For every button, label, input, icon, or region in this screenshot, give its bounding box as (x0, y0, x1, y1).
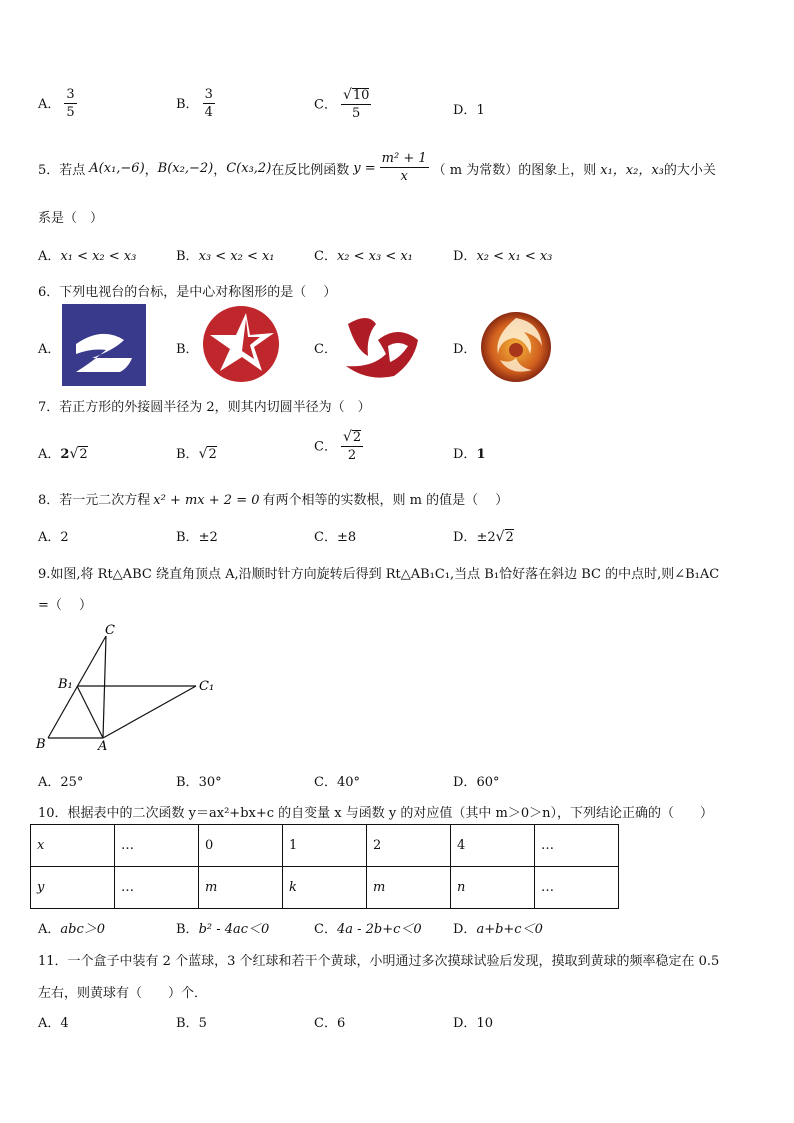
q7-stem: 7．若正方形的外接圆半径为 2，则其内切圆半径为（ ） (38, 400, 371, 415)
label-c: C (105, 623, 115, 638)
table-cell: k (283, 867, 367, 909)
q10-option-b: B．b² - 4ac＜0 (176, 922, 270, 937)
q6-label-d: D． (453, 342, 477, 357)
tv-logo-c (338, 310, 424, 382)
table-cell: … (115, 867, 199, 909)
tv-logo-a (62, 304, 146, 386)
q8-option-d: D．±2√2 (453, 529, 514, 545)
q8-option-c: C．±8 (314, 530, 357, 545)
label-a: A (98, 739, 108, 754)
q9-option-d: D．60° (453, 775, 500, 790)
q6-label-a: A． (38, 342, 61, 357)
label-b1: B₁ (58, 677, 73, 692)
q7-option-c: C． $\frac{√2}{2}$ (314, 429, 362, 464)
q9-stem-line2: =（ ） (38, 598, 93, 613)
table-cell: … (535, 825, 619, 867)
table-cell: x (31, 825, 115, 867)
table-cell: 4 (451, 825, 535, 867)
q8-stem: 8．若一元二次方程 x² + mx + 2 = 0 有两个相等的实数根，则 m 的值是（ ） (38, 493, 509, 508)
q10-option-a: A．abc＞0 (38, 922, 106, 937)
q5-option-d: D．x₂ < x₁ < x₃ (453, 249, 553, 264)
table-cell: … (115, 825, 199, 867)
table-cell: m (199, 867, 283, 909)
table-row (31, 825, 619, 867)
q4-option-c: C． $\frac{√10}{5}$ (314, 87, 370, 122)
label-c1: C₁ (199, 679, 215, 694)
table-cell: … (535, 867, 619, 909)
q5-stem: 5．若点 A(x₁,−6) ， B(x₂,−2) ， C(x₃,2) 在反比例函数 y = $\frac{\text{m² + 1}}{x}$ （ m 为常数）的图象上，则 x₁，x₂，x₃ 的大小关 (38, 151, 716, 185)
q8-option-a: A．2 (38, 530, 69, 545)
q7-option-b: B．√2 (176, 446, 217, 462)
q7-option-a: A．2√2 (38, 446, 88, 462)
q5-option-b: B．x₃ < x₂ < x₁ (176, 249, 275, 264)
q4-option-b: B． $\frac{3}{4}$ (176, 87, 213, 121)
q9-option-a: A．25° (38, 775, 84, 790)
q9-option-c: C．40° (314, 775, 360, 790)
tv-logo-d (480, 310, 552, 384)
q10-option-d: D．a+b+c＜0 (453, 922, 543, 937)
table-cell: 1 (283, 825, 367, 867)
table-cell: n (451, 867, 535, 909)
q5-stem-line2: 系是（ ） (38, 211, 104, 226)
q4-option-d: D．1 (453, 103, 485, 118)
q6-stem: 6．下列电视台的台标，是中心对称图形的是（ ） (38, 285, 337, 300)
q11-option-a: A．4 (38, 1016, 69, 1031)
table-cell: 0 (199, 825, 283, 867)
q10-option-c: C．4a - 2b+c＜0 (314, 922, 422, 937)
table-cell: y (31, 867, 115, 909)
q11-option-b: B．5 (176, 1016, 207, 1031)
q11-stem-line1: 11．一个盒子中装有 2 个蓝球，3 个红球和若干个黄球，小明通过多次摸球试验后发现，摸取到黄球的频率稳定在 0.5 (38, 954, 720, 969)
label-b: B (36, 737, 46, 752)
q8-option-b: B．±2 (176, 530, 218, 545)
tv-logo-b (202, 305, 280, 383)
q10-stem: 10．根据表中的二次函数 y＝ax²+bx+c 的自变量 x 与函数 y 的对应值（其中 m＞0＞n），下列结论正确的（ ） (38, 806, 713, 821)
table-cell: 2 (367, 825, 451, 867)
q9-option-b: B．30° (176, 775, 222, 790)
q9-figure (30, 620, 230, 755)
q5-option-a: A．x₁ < x₂ < x₃ (38, 249, 137, 264)
q11-stem-line2: 左右，则黄球有（ ）个． (38, 986, 208, 1001)
table-cell: m (367, 867, 451, 909)
q11-option-d: D．10 (453, 1016, 493, 1031)
q6-label-c: C． (314, 342, 337, 357)
q4-option-a: A． $\frac{3}{5}$ (38, 87, 75, 121)
q10-value-table (30, 824, 619, 909)
table-row (31, 867, 619, 909)
q5-option-c: C．x₂ < x₃ < x₁ (314, 249, 413, 264)
q6-label-b: B． (176, 342, 199, 357)
q7-option-d: D．1 (453, 447, 486, 462)
q11-option-c: C．6 (314, 1016, 346, 1031)
q9-stem-line1: 9.如图,将 Rt△ABC 绕直角顶点 A,沿顺时针方向旋转后得到 Rt△AB₁C₁,当点 B₁恰好落在斜边 BC 的中点时,则∠B₁AC (38, 567, 720, 582)
